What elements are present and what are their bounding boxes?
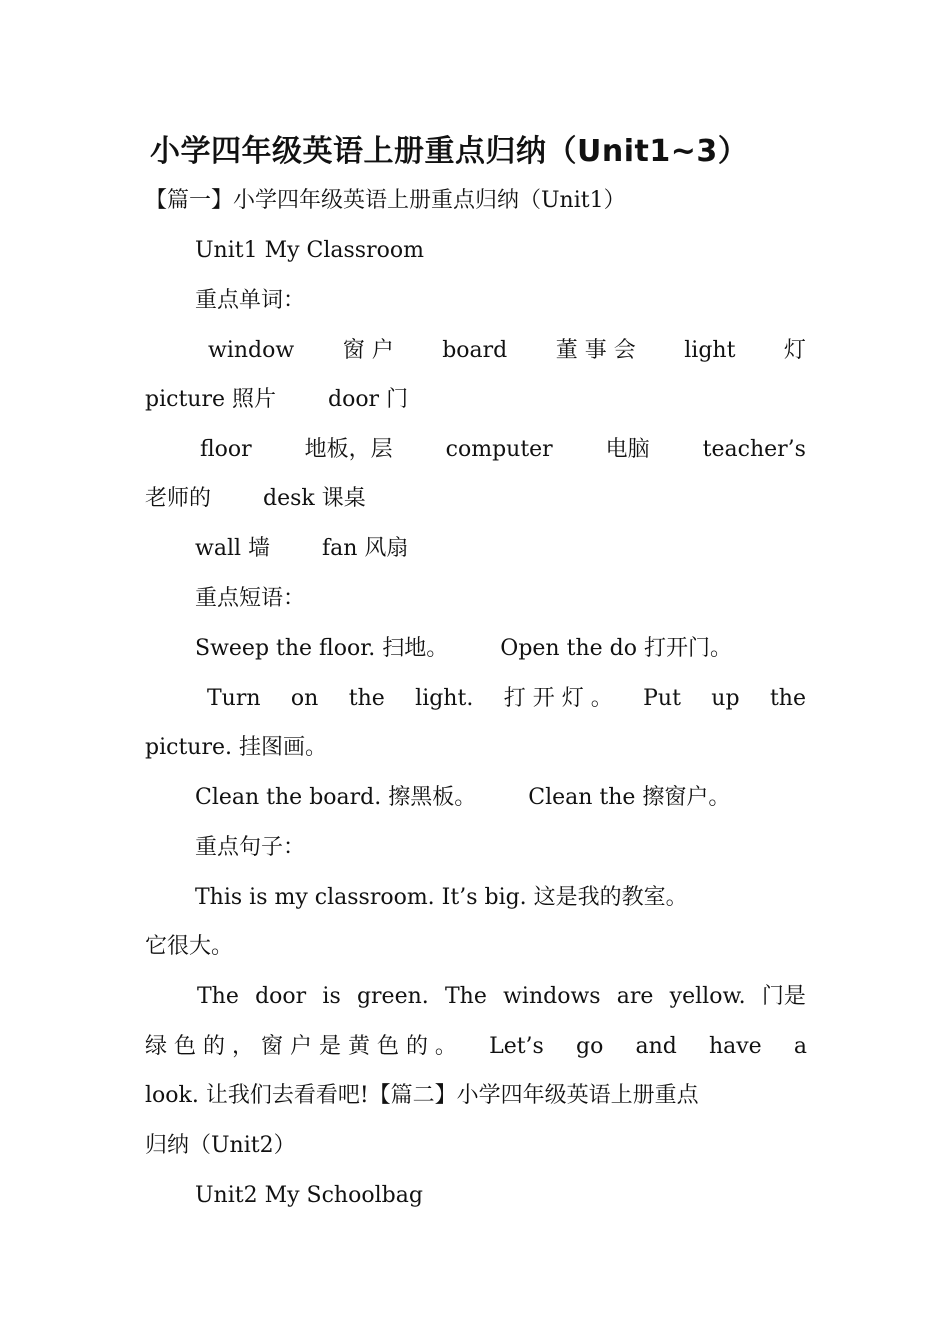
phrase-row-3 xyxy=(195,783,807,813)
sentence-1-continued: 它很大。 xyxy=(145,934,234,959)
word: teacher’s xyxy=(702,437,806,462)
word-meaning: 窗 户 xyxy=(342,338,394,363)
sentence-word: door xyxy=(255,984,307,1009)
phrase: Clean the board. 擦黑板。 xyxy=(195,785,477,810)
phrase-word: on xyxy=(290,686,319,711)
sentence-2-line-2 xyxy=(145,1032,807,1062)
word-meaning: 电脑 xyxy=(605,437,650,462)
phrase: Clean the 擦窗户。 xyxy=(528,785,731,810)
word-entry: picture 照片 xyxy=(145,387,276,412)
word: light xyxy=(684,338,736,363)
phrase: Sweep the floor. 扫地。 xyxy=(195,636,449,661)
word: floor xyxy=(200,437,252,462)
unit2-title: Unit2 My Schoolbag xyxy=(195,1183,423,1208)
sentence-2-line-1 xyxy=(197,982,806,1012)
sentence-word: have xyxy=(708,1034,762,1059)
phrase-meaning: 打 开 灯 。 xyxy=(503,686,613,711)
phrase-word: the xyxy=(769,686,806,711)
sentence-word: go xyxy=(575,1034,604,1059)
sentence-word: green. xyxy=(356,984,429,1009)
phrase: Open the do 打开门。 xyxy=(500,636,732,661)
phrase-row-1 xyxy=(195,634,807,664)
phrase-word: the xyxy=(348,686,385,711)
word: window xyxy=(208,338,295,363)
word-meaning: 董 事 会 xyxy=(555,338,636,363)
word-meaning: 地板，层 xyxy=(304,437,393,462)
phrase-word: up xyxy=(711,686,740,711)
phrases-heading: 重点短语： xyxy=(195,586,306,611)
words-row-3 xyxy=(195,534,807,564)
phrase-row-2-continued: picture. 挂图画。 xyxy=(145,735,327,760)
words-row-2 xyxy=(200,435,806,465)
words-row-2-continued xyxy=(145,484,807,514)
sentence-word: The xyxy=(197,984,239,1009)
sentence-word: are xyxy=(616,984,654,1009)
sentence-2-line-3: look. 让我们去看看吧!【篇二】小学四年级英语上册重点 xyxy=(145,1083,699,1108)
sentence-word: The xyxy=(444,984,487,1009)
words-row-1 xyxy=(208,336,806,366)
sentence-word: is xyxy=(322,984,341,1009)
sentence-word: 门是 xyxy=(761,984,806,1009)
unit1-title: Unit1 My Classroom xyxy=(195,238,424,263)
sentences-heading: 重点句子： xyxy=(195,835,306,860)
sentence-1: This is my classroom. It’s big. 这是我的教室。 xyxy=(195,885,688,910)
phrase-word: Put xyxy=(643,686,681,711)
word-meaning: 老师的 xyxy=(145,486,212,511)
word: computer xyxy=(445,437,553,462)
sentence-fragment: 绿 色 的 ， 窗 户 是 黄 色 的 。 xyxy=(145,1034,457,1059)
word-entry: door 门 xyxy=(327,387,409,412)
word-entry: fan 风扇 xyxy=(322,536,409,561)
sentence-word: a xyxy=(793,1034,807,1059)
sentence-word: and xyxy=(635,1034,677,1059)
word: board xyxy=(442,338,508,363)
words-row-1-continued xyxy=(145,385,807,415)
phrase-word: Turn xyxy=(207,686,261,711)
sentence-2-line-4: 归纳（Unit2） xyxy=(145,1133,296,1158)
document-title: 小学四年级英语上册重点归纳（Unit1~3） xyxy=(150,134,749,169)
sentence-word: Let’s xyxy=(489,1034,544,1059)
section1-heading: 【篇一】小学四年级英语上册重点归纳（Unit1） xyxy=(145,188,626,213)
words-heading: 重点单词： xyxy=(195,288,306,313)
word-meaning: 灯 xyxy=(783,338,806,363)
phrase-row-2 xyxy=(207,684,806,714)
sentence-word: yellow. xyxy=(669,984,746,1009)
phrase-word: light. xyxy=(415,686,474,711)
word-entry: wall 墙 xyxy=(195,536,271,561)
word-entry: desk 课桌 xyxy=(263,486,366,511)
sentence-word: windows xyxy=(503,984,601,1009)
